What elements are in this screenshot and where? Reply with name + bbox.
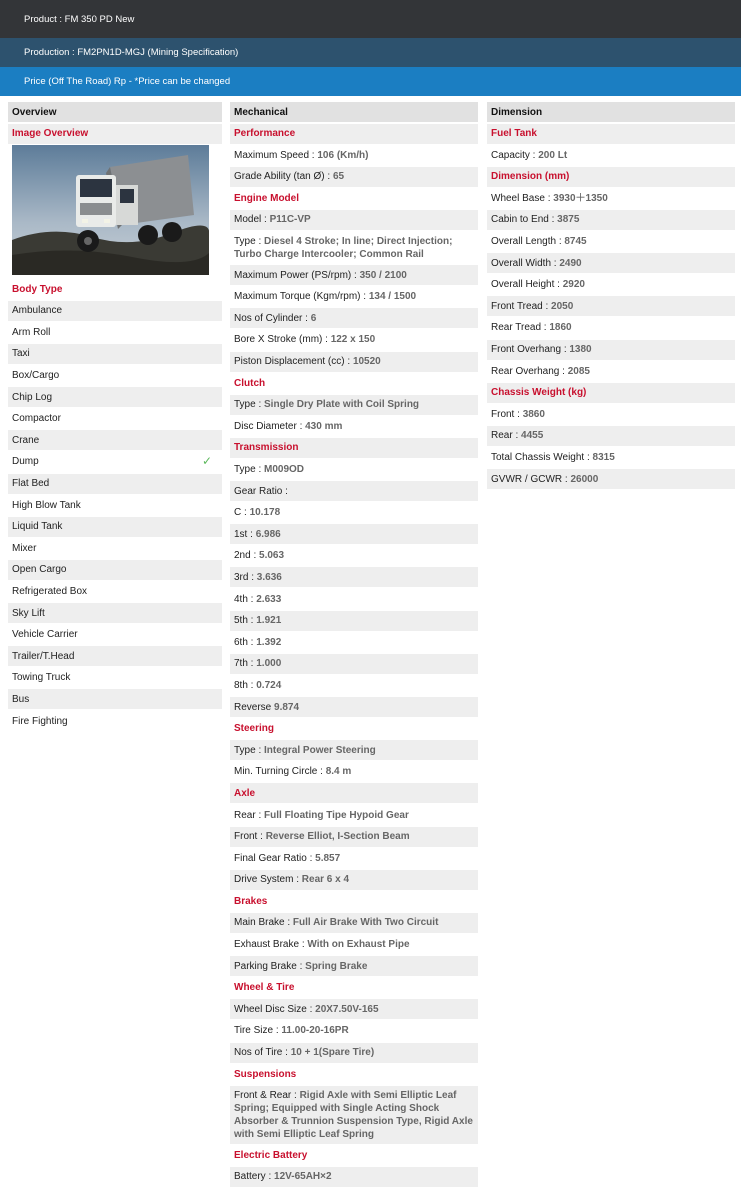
mechanical-spec-label: Drive System : bbox=[234, 874, 302, 886]
dimension-spec-row bbox=[487, 275, 735, 295]
mechanical-spec-row bbox=[230, 611, 478, 631]
mechanical-spec-text bbox=[234, 528, 281, 541]
body-type-item[interactable] bbox=[8, 646, 222, 666]
mechanical-spec-text bbox=[234, 463, 304, 476]
dimension-spec-label: Cabin to End : bbox=[491, 214, 558, 226]
dimension-spec-value: 2085 bbox=[567, 365, 590, 377]
mechanical-spec-value: Diesel 4 Stroke; In line; Direct Injection; Turbo Charge Intercooler; Common Rail bbox=[234, 235, 456, 260]
mechanical-section-title: Clutch bbox=[230, 373, 478, 393]
mechanical-spec-text bbox=[234, 170, 344, 183]
dimension-spec-text bbox=[491, 278, 585, 291]
mechanical-spec-value: 430 mm bbox=[305, 420, 343, 432]
mechanical-spec-label: Front : bbox=[234, 831, 266, 843]
mechanical-spec-text bbox=[234, 213, 311, 226]
mechanical-spec-value: 20X7.50V-165 bbox=[315, 1003, 379, 1015]
mechanical-spec-row bbox=[230, 956, 478, 976]
mechanical-spec-text bbox=[234, 149, 369, 162]
mechanical-spec-label: Type : bbox=[234, 744, 265, 756]
body-type-item[interactable] bbox=[8, 430, 222, 450]
mechanical-spec-value: 1.392 bbox=[256, 636, 282, 648]
mechanical-spec-value: 1.000 bbox=[256, 658, 282, 670]
mechanical-spec-row bbox=[230, 654, 478, 674]
mechanical-section-title: Transmission bbox=[230, 438, 478, 458]
dimension-spec-row bbox=[487, 296, 735, 316]
body-type-label: Towing Truck bbox=[12, 672, 71, 684]
mechanical-spec-text bbox=[234, 420, 342, 433]
mechanical-spec-label: Final Gear Ratio : bbox=[234, 852, 316, 864]
mechanical-spec-value: 65 bbox=[332, 171, 345, 183]
body-type-label: Ambulance bbox=[12, 305, 63, 317]
mechanical-spec-row bbox=[230, 145, 478, 165]
mechanical-spec-text bbox=[234, 1170, 332, 1183]
mechanical-section-title: Suspensions bbox=[230, 1064, 478, 1084]
dimension-spec-value: 3930＋1350 bbox=[553, 192, 608, 204]
dimension-column bbox=[487, 102, 735, 491]
mechanical-spec-label: Main Brake : bbox=[234, 917, 293, 929]
product-title: Product : FM 350 PD New bbox=[24, 13, 135, 25]
mechanical-spec-label: 5th : bbox=[234, 615, 257, 627]
mechanical-spec-row bbox=[230, 913, 478, 933]
body-type-item[interactable] bbox=[8, 711, 222, 731]
mechanical-spec-text bbox=[234, 333, 375, 346]
body-type-title: Body Type bbox=[8, 279, 222, 299]
dimension-spec-text bbox=[491, 365, 590, 378]
body-type-label: Arm Roll bbox=[12, 326, 51, 338]
mechanical-header: Mechanical bbox=[230, 102, 478, 122]
mechanical-spec-text bbox=[234, 636, 281, 649]
mechanical-spec-label: Type : bbox=[234, 464, 265, 475]
mechanical-section-title: Axle bbox=[230, 783, 478, 803]
mechanical-spec-label: Tire Size : bbox=[234, 1025, 282, 1037]
mechanical-spec-text bbox=[234, 571, 282, 584]
mechanical-spec-value: Integral Power Steering bbox=[264, 744, 376, 756]
mechanical-spec-row bbox=[230, 567, 478, 587]
dimension-spec-value: 4455 bbox=[521, 430, 544, 442]
mechanical-section-title: Engine Model bbox=[230, 188, 478, 208]
mechanical-spec-text bbox=[234, 235, 474, 261]
mechanical-spec-value: 106 (Km/h) bbox=[317, 149, 369, 161]
dimension-spec-row bbox=[487, 340, 735, 360]
dimension-spec-text bbox=[491, 300, 573, 313]
dimension-spec-label: Overall Width : bbox=[491, 257, 560, 269]
mechanical-spec-text bbox=[234, 593, 281, 606]
dimension-section-title: Fuel Tank bbox=[487, 124, 735, 144]
mechanical-spec-value: Rigid Axle with Semi Elliptic Leaf Spring; Equipped with Single Acting Shock Absorber & Trunnion Suspension Type, Rigid Axle with Semi Elliptic Leaf Spring bbox=[234, 1089, 476, 1140]
body-type-label: Box/Cargo bbox=[12, 370, 60, 382]
mechanical-spec-text bbox=[234, 679, 281, 692]
mechanical-spec-label: Exhaust Brake : bbox=[234, 939, 308, 951]
mechanical-spec-text bbox=[234, 614, 281, 627]
dimension-spec-row bbox=[487, 426, 735, 446]
mechanical-spec-text bbox=[234, 830, 410, 843]
body-type-label: Fire Fighting bbox=[12, 715, 68, 727]
mechanical-spec-label: 3rd : bbox=[234, 571, 257, 583]
dimension-spec-row bbox=[487, 448, 735, 468]
mechanical-spec-row bbox=[230, 210, 478, 230]
mechanical-spec-value: 0.724 bbox=[256, 679, 282, 691]
mechanical-spec-row bbox=[230, 503, 478, 523]
mechanical-spec-row bbox=[230, 287, 478, 307]
dimension-spec-row bbox=[487, 253, 735, 273]
mechanical-spec-row bbox=[230, 675, 478, 695]
mechanical-spec-text bbox=[234, 269, 407, 282]
dimension-spec-text bbox=[491, 213, 579, 226]
dimension-spec-row bbox=[487, 404, 735, 424]
mechanical-spec-value: 8.4 m bbox=[325, 766, 352, 778]
dimension-spec-value: 2490 bbox=[559, 257, 582, 269]
mechanical-spec-text bbox=[234, 765, 351, 778]
mechanical-spec-text bbox=[234, 657, 281, 670]
mechanical-spec-row bbox=[230, 1086, 478, 1144]
mechanical-spec-text bbox=[234, 852, 340, 865]
mechanical-spec-text bbox=[234, 873, 349, 886]
mechanical-spec-value: 10 + 1(Spare Tire) bbox=[290, 1047, 375, 1059]
mechanical-spec-row bbox=[230, 546, 478, 566]
mechanical-spec-text bbox=[234, 1003, 379, 1016]
product-bar bbox=[0, 0, 741, 38]
dimension-section-title: Dimension (mm) bbox=[487, 167, 735, 187]
dimension-spec-text bbox=[491, 408, 545, 421]
image-overview-title: Image Overview bbox=[8, 124, 222, 144]
body-type-item[interactable] bbox=[8, 668, 222, 688]
mechanical-spec-text bbox=[234, 355, 381, 368]
mechanical-spec-row bbox=[230, 265, 478, 285]
mechanical-spec-label: 6th : bbox=[234, 636, 257, 648]
mechanical-spec-value: 5.063 bbox=[259, 550, 285, 562]
mechanical-spec-label: Piston Displacement (cc) : bbox=[234, 356, 353, 368]
dimension-spec-label: Total Chassis Weight : bbox=[491, 452, 593, 463]
dimension-section-title: Chassis Weight (kg) bbox=[487, 383, 735, 403]
mechanical-spec-row bbox=[230, 848, 478, 868]
mechanical-spec-text bbox=[234, 485, 291, 498]
mechanical-spec-label: 1st : bbox=[234, 528, 256, 540]
mechanical-spec-text bbox=[234, 744, 376, 757]
dimension-spec-label: Capacity : bbox=[491, 149, 539, 161]
price-text: Price (Off The Road) Rp - *Price can be changed bbox=[24, 76, 231, 87]
mechanical-spec-value: Rear 6 x 4 bbox=[301, 874, 350, 886]
dimension-spec-list bbox=[487, 124, 735, 490]
body-type-item[interactable] bbox=[8, 625, 222, 645]
mechanical-section-title: Wheel & Tire bbox=[230, 978, 478, 998]
dimension-spec-text bbox=[491, 192, 608, 205]
dimension-spec-row bbox=[487, 188, 735, 208]
dimension-spec-row bbox=[487, 145, 735, 165]
body-type-item[interactable] bbox=[8, 452, 222, 472]
mechanical-spec-label: C : bbox=[234, 507, 250, 519]
dimension-spec-label: Front Overhang : bbox=[491, 344, 570, 356]
mechanical-spec-row bbox=[230, 330, 478, 350]
dimension-header: Dimension bbox=[487, 102, 735, 122]
mechanical-spec-value: 10520 bbox=[352, 356, 381, 368]
dimension-spec-label: Overall Length : bbox=[491, 236, 565, 248]
body-type-label: Refrigerated Box bbox=[12, 586, 88, 597]
mechanical-section-title: Electric Battery bbox=[230, 1145, 478, 1165]
mechanical-spec-label: Nos of Tire : bbox=[234, 1047, 291, 1059]
dimension-spec-text bbox=[491, 343, 592, 356]
dimension-spec-label: Overall Height : bbox=[491, 279, 563, 291]
production-bar bbox=[0, 38, 741, 67]
mechanical-spec-row bbox=[230, 352, 478, 372]
mechanical-spec-value: 3.636 bbox=[256, 571, 282, 583]
mechanical-spec-label: Maximum Speed : bbox=[234, 149, 318, 161]
mechanical-spec-value: P11C-VP bbox=[269, 214, 311, 226]
mechanical-spec-row bbox=[230, 460, 478, 480]
mechanical-spec-label: 8th : bbox=[234, 679, 257, 691]
body-type-label: Mixer bbox=[12, 542, 37, 554]
mechanical-spec-value: 1.921 bbox=[256, 615, 282, 627]
mechanical-spec-row bbox=[230, 935, 478, 955]
body-type-item[interactable] bbox=[8, 344, 222, 364]
dimension-spec-label: Front Tread : bbox=[491, 300, 552, 312]
dimension-spec-value: 3860 bbox=[522, 408, 545, 420]
mechanical-spec-row bbox=[230, 524, 478, 544]
body-type-item[interactable] bbox=[8, 582, 222, 602]
body-type-label: Dump bbox=[12, 456, 39, 468]
mechanical-spec-label: Battery : bbox=[234, 1171, 275, 1183]
mechanical-spec-row bbox=[230, 416, 478, 436]
dimension-spec-row bbox=[487, 232, 735, 252]
mechanical-spec-label: Min. Turning Circle : bbox=[234, 766, 326, 778]
dimension-spec-text bbox=[491, 321, 572, 334]
body-type-label: High Blow Tank bbox=[12, 499, 81, 511]
mechanical-spec-row bbox=[230, 697, 478, 717]
mechanical-spec-row bbox=[230, 632, 478, 652]
mechanical-spec-row bbox=[230, 1021, 478, 1041]
mechanical-spec-row bbox=[230, 308, 478, 328]
mechanical-spec-label: Type : bbox=[234, 399, 265, 411]
dimension-spec-label: Rear : bbox=[491, 430, 522, 442]
dimension-spec-label: Front : bbox=[491, 408, 523, 420]
mechanical-spec-value: 11.00-20-16PR bbox=[281, 1025, 349, 1037]
mechanical-spec-row bbox=[230, 827, 478, 847]
mechanical-section-title: Steering bbox=[230, 719, 478, 739]
mechanical-spec-row bbox=[230, 870, 478, 890]
dimension-spec-label: GVWR / GCWR : bbox=[491, 473, 571, 485]
mechanical-spec-label: Wheel Disc Size : bbox=[234, 1003, 316, 1015]
dimension-spec-row bbox=[487, 469, 735, 489]
mechanical-spec-row bbox=[230, 1167, 478, 1187]
dimension-spec-value: 8745 bbox=[564, 236, 587, 248]
mechanical-spec-row bbox=[230, 589, 478, 609]
body-type-label: Crane bbox=[12, 434, 40, 446]
mechanical-spec-label: Rear : bbox=[234, 809, 265, 821]
mechanical-spec-row bbox=[230, 805, 478, 825]
mechanical-section-title: Performance bbox=[230, 124, 478, 144]
dimension-spec-text bbox=[491, 473, 598, 486]
mechanical-spec-value: Reverse Elliot, I-Section Beam bbox=[265, 831, 410, 843]
mechanical-spec-label: 4th : bbox=[234, 593, 257, 605]
mechanical-spec-label: Maximum Torque (Kgm/rpm) : bbox=[234, 291, 369, 303]
body-type-label: Open Cargo bbox=[12, 564, 67, 576]
body-type-item[interactable] bbox=[8, 603, 222, 623]
dimension-spec-label: Wheel Base : bbox=[491, 192, 554, 204]
mechanical-spec-row bbox=[230, 167, 478, 187]
mechanical-spec-label: Nos of Cylinder : bbox=[234, 312, 311, 324]
mechanical-spec-row bbox=[230, 740, 478, 760]
mechanical-spec-value: M009OD bbox=[264, 464, 305, 475]
mechanical-spec-value: 134 / 1500 bbox=[368, 291, 417, 303]
mechanical-spec-value: With on Exhaust Pipe bbox=[307, 939, 410, 951]
mechanical-spec-text bbox=[234, 809, 409, 822]
mechanical-spec-value: Full Floating Tipe Hypoid Gear bbox=[264, 809, 409, 821]
mechanical-spec-text bbox=[234, 290, 416, 303]
mechanical-spec-text bbox=[234, 549, 284, 562]
mechanical-spec-value: 12V-65AH×2 bbox=[274, 1171, 332, 1183]
body-type-label: Liquid Tank bbox=[12, 521, 63, 533]
dimension-spec-row bbox=[487, 318, 735, 338]
body-type-item[interactable] bbox=[8, 517, 222, 537]
dimension-spec-value: 1860 bbox=[549, 322, 572, 334]
body-type-item[interactable] bbox=[8, 560, 222, 580]
body-type-item[interactable] bbox=[8, 474, 222, 494]
mechanical-spec-list bbox=[230, 124, 478, 1187]
body-type-item[interactable] bbox=[8, 409, 222, 429]
dimension-spec-value: 1380 bbox=[569, 344, 592, 356]
body-type-item[interactable] bbox=[8, 322, 222, 342]
mechanical-spec-text bbox=[234, 960, 367, 973]
mechanical-spec-label: Front & Rear : bbox=[234, 1089, 300, 1101]
mechanical-spec-value: 10.178 bbox=[249, 507, 281, 519]
price-bar bbox=[0, 67, 741, 96]
mechanical-spec-row bbox=[230, 232, 478, 264]
dimension-spec-value: 2920 bbox=[562, 279, 585, 291]
dimension-spec-text bbox=[491, 257, 582, 270]
body-type-item[interactable] bbox=[8, 301, 222, 321]
mechanical-spec-text bbox=[234, 701, 299, 714]
body-type-label: Flat Bed bbox=[12, 478, 50, 490]
mechanical-spec-text bbox=[234, 1024, 349, 1037]
mechanical-spec-text bbox=[234, 312, 316, 325]
body-type-item[interactable] bbox=[8, 366, 222, 386]
overview-column bbox=[8, 102, 222, 733]
production-text: Production : FM2PN1D-MGJ (Mining Specification) bbox=[24, 47, 239, 58]
mechanical-column bbox=[230, 102, 478, 1189]
mechanical-spec-value: Full Air Brake With Two Circuit bbox=[292, 917, 439, 929]
truck-photo[interactable] bbox=[12, 145, 209, 275]
body-type-item[interactable] bbox=[8, 387, 222, 407]
body-type-item[interactable] bbox=[8, 538, 222, 558]
dimension-spec-value: 8315 bbox=[592, 452, 615, 463]
dimension-spec-value: 3875 bbox=[557, 214, 580, 226]
mechanical-spec-label: Model : bbox=[234, 214, 270, 226]
body-type-label: Taxi bbox=[12, 348, 30, 360]
mechanical-spec-row bbox=[230, 1043, 478, 1063]
dimension-spec-value: 200 Lt bbox=[538, 149, 568, 161]
mechanical-spec-label: Grade Ability (tan Ø) : bbox=[234, 171, 333, 183]
mechanical-spec-text bbox=[234, 506, 280, 519]
mechanical-spec-value: Spring Brake bbox=[305, 960, 368, 972]
mechanical-spec-row bbox=[230, 999, 478, 1019]
mechanical-spec-value: 2.633 bbox=[256, 593, 282, 605]
body-type-label: Bus bbox=[12, 693, 30, 705]
mechanical-spec-label: Type : bbox=[234, 235, 265, 247]
dimension-spec-label: Rear Overhang : bbox=[491, 365, 568, 377]
mechanical-spec-label: Maximum Power (PS/rpm) : bbox=[234, 269, 360, 281]
mechanical-spec-label: Bore X Stroke (mm) : bbox=[234, 334, 331, 346]
mechanical-spec-text bbox=[234, 916, 438, 929]
mechanical-spec-text bbox=[234, 1046, 374, 1059]
mechanical-spec-label: Gear Ratio : bbox=[234, 485, 291, 497]
mechanical-spec-value: 9.874 bbox=[274, 701, 300, 713]
mechanical-spec-text bbox=[234, 938, 410, 951]
check-icon: ✓ bbox=[201, 454, 212, 469]
dimension-spec-value: 26000 bbox=[570, 473, 599, 485]
overview-header: Overview bbox=[8, 102, 222, 122]
dimension-spec-text bbox=[491, 235, 587, 248]
body-type-label: Trailer/T.Head bbox=[12, 650, 75, 662]
mechanical-spec-value: 122 x 150 bbox=[330, 334, 376, 346]
mechanical-spec-label: Parking Brake : bbox=[234, 960, 306, 972]
dimension-spec-label: Rear Tread : bbox=[491, 322, 550, 334]
body-type-item[interactable] bbox=[8, 495, 222, 515]
dimension-spec-row bbox=[487, 361, 735, 381]
mechanical-spec-value: 5.857 bbox=[315, 852, 341, 864]
mechanical-spec-text bbox=[234, 1089, 474, 1141]
body-type-label: Sky Lift bbox=[12, 607, 45, 619]
body-type-label: Compactor bbox=[12, 413, 61, 425]
mechanical-spec-value: 6 bbox=[310, 312, 317, 324]
mechanical-spec-label: 2nd : bbox=[234, 550, 260, 562]
mechanical-section-title: Brakes bbox=[230, 891, 478, 911]
mechanical-spec-label: 7th : bbox=[234, 658, 257, 670]
mechanical-spec-value: 350 / 2100 bbox=[359, 269, 407, 281]
dimension-spec-text bbox=[491, 149, 567, 162]
mechanical-spec-row bbox=[230, 481, 478, 501]
dimension-spec-text bbox=[491, 429, 543, 442]
body-type-label: Chip Log bbox=[12, 391, 53, 403]
dimension-spec-text bbox=[491, 451, 615, 464]
dimension-spec-value: 2050 bbox=[551, 300, 574, 312]
mechanical-spec-text bbox=[234, 398, 419, 411]
mechanical-spec-label: Reverse bbox=[234, 701, 275, 713]
mechanical-spec-row bbox=[230, 395, 478, 415]
mechanical-spec-value: 6.986 bbox=[255, 528, 281, 540]
body-type-list bbox=[8, 301, 222, 731]
body-type-label: Vehicle Carrier bbox=[12, 629, 78, 641]
mechanical-spec-label: Disc Diameter : bbox=[234, 420, 306, 432]
mechanical-spec-value: Single Dry Plate with Coil Spring bbox=[264, 399, 420, 411]
mechanical-spec-row bbox=[230, 762, 478, 782]
dimension-spec-row bbox=[487, 210, 735, 230]
body-type-item[interactable] bbox=[8, 689, 222, 709]
